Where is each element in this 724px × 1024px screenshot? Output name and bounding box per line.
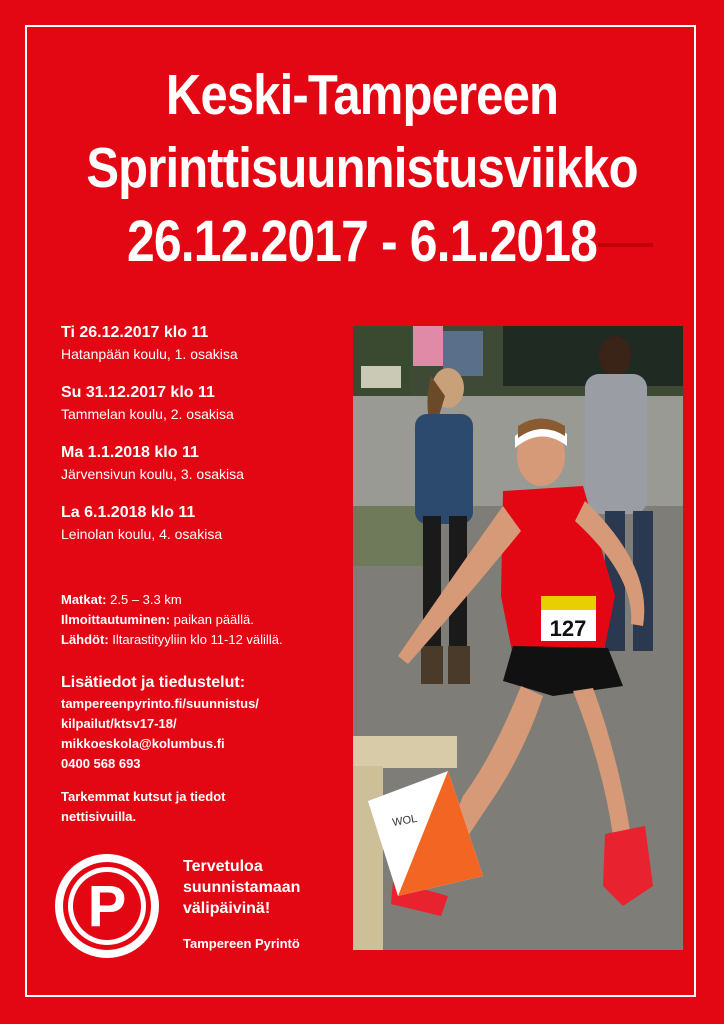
flag-text: WOL <box>391 812 419 829</box>
contact-block <box>61 672 351 774</box>
welcome-line-1: Tervetuloa <box>183 858 263 875</box>
title-line-2: Sprinttisuunnistusviikko <box>86 136 638 200</box>
event-place: Järvensivun koulu, 3. osakisa <box>61 466 244 482</box>
event-date: Su 31.12.2017 klo 11 <box>61 384 215 401</box>
title-dates: 26.12.2017 - 6.1.2018 <box>126 209 598 274</box>
event-place: Hatanpään koulu, 1. osakisa <box>61 346 238 362</box>
event-place: Tammelan koulu, 2. osakisa <box>61 406 234 422</box>
club-name: Tampereen Pyrintö <box>183 936 300 951</box>
starts-value: Iltarastityyliin klo 11-12 välillä. <box>112 632 283 647</box>
registration-label: Ilmoittautuminen: <box>61 612 171 627</box>
welcome-text <box>183 856 353 919</box>
contact-url-line-2[interactable]: kilpailut/ktsv17-18/ <box>61 716 177 731</box>
event-date: Ma 1.1.2018 klo 11 <box>61 444 199 461</box>
registration-row <box>61 610 351 630</box>
contact-email[interactable]: mikkoeskola@kolumbus.fi <box>61 736 225 751</box>
welcome-line-2: suunnistamaan <box>183 879 301 896</box>
event-item <box>61 322 351 364</box>
event-list <box>61 322 351 562</box>
event-date: Ti 26.12.2017 klo 11 <box>61 324 209 341</box>
contact-heading: Lisätiedot ja tiedustelut: <box>61 674 246 691</box>
starts-row <box>61 630 351 650</box>
contact-phone: 0400 568 693 <box>61 756 141 771</box>
registration-value: paikan päällä. <box>173 612 254 627</box>
event-item <box>61 382 351 424</box>
more-info <box>61 787 351 827</box>
title-line-1: Keski-Tampereen <box>165 63 559 127</box>
more-info-line-2: nettisivuilla. <box>61 809 137 824</box>
starts-label: Lähdöt: <box>61 632 109 647</box>
contact-url-line-1[interactable]: tampereenpyrinto.fi/suunnistus/ <box>61 696 259 711</box>
distances-label: Matkat: <box>61 592 107 607</box>
distances-value: 2.5 – 3.3 km <box>110 592 182 607</box>
logo-letter: P <box>87 874 127 939</box>
distances-row <box>61 590 351 610</box>
runner-photo <box>353 326 683 950</box>
welcome-line-3: välipäivinä! <box>183 900 271 917</box>
event-item <box>61 502 351 544</box>
event-item <box>61 442 351 484</box>
title-underline <box>598 243 653 247</box>
pyrinto-logo <box>53 852 161 960</box>
race-info <box>61 590 351 650</box>
event-date: La 6.1.2018 klo 11 <box>61 504 196 521</box>
more-info-line-1: Tarkemmat kutsut ja tiedot <box>61 789 226 804</box>
bib-number: 127 <box>549 616 587 641</box>
event-place: Leinolan koulu, 4. osakisa <box>61 526 223 542</box>
